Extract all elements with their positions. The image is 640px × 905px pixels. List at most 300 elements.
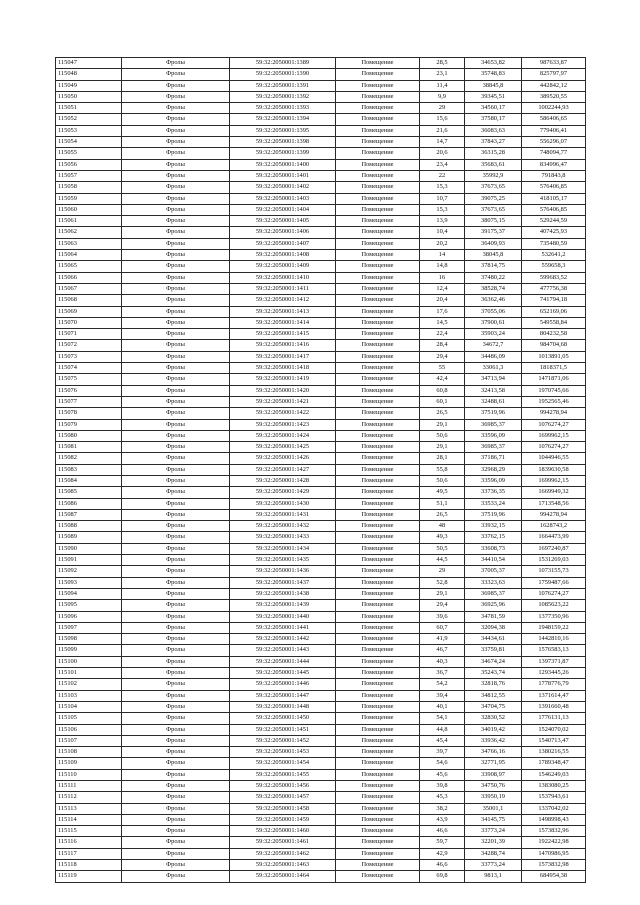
area-cell: 39,6 <box>420 611 465 622</box>
cadastral-number-cell: 59:32:2050001:1450 <box>230 713 336 724</box>
cadastral-number-cell: 59:32:2050001:1457 <box>230 792 336 803</box>
cadastral-number-cell: 59:32:2050001:1411 <box>230 283 336 294</box>
object-type-cell: Помещение <box>336 125 420 136</box>
table-row <box>56 385 586 396</box>
cadastral-value-cell: 1073155,73 <box>522 566 586 577</box>
specific-value-cell: 32413,58 <box>465 385 522 396</box>
specific-value-cell: 34145,75 <box>465 814 522 825</box>
table-row <box>56 137 586 148</box>
locality-cell: Фролы <box>122 487 230 498</box>
object-type-cell: Помещение <box>336 170 420 181</box>
locality-cell: Фролы <box>122 690 230 701</box>
locality-cell: Фролы <box>122 543 230 554</box>
row-number-cell: 115049 <box>56 80 122 91</box>
row-number-cell: 115076 <box>56 385 122 396</box>
cadastral-number-cell: 59:32:2050001:1401 <box>230 170 336 181</box>
table-row <box>56 792 586 803</box>
cadastral-value-cell: 1085623,22 <box>522 600 586 611</box>
cadastral-number-cell: 59:32:2050001:1429 <box>230 487 336 498</box>
row-number-cell: 115100 <box>56 656 122 667</box>
object-type-cell: Помещение <box>336 306 420 317</box>
specific-value-cell: 37843,27 <box>465 137 522 148</box>
table-row <box>56 125 586 136</box>
specific-value-cell: 34781,59 <box>465 611 522 622</box>
cadastral-number-cell: 59:32:2050001:1442 <box>230 634 336 645</box>
cadastral-value-cell: 1664473,99 <box>522 532 586 543</box>
area-cell: 39,7 <box>420 747 465 758</box>
table-row <box>56 453 586 464</box>
cadastral-value-cell: 1573832,96 <box>522 826 586 837</box>
locality-cell: Фролы <box>122 781 230 792</box>
locality-cell: Фролы <box>122 363 230 374</box>
locality-cell: Фролы <box>122 340 230 351</box>
area-cell: 43,9 <box>420 814 465 825</box>
specific-value-cell: 37480,22 <box>465 272 522 283</box>
object-type-cell: Помещение <box>336 747 420 758</box>
row-number-cell: 115087 <box>56 509 122 520</box>
table-row <box>56 690 586 701</box>
specific-value-cell: 33608,73 <box>465 543 522 554</box>
object-type-cell: Помещение <box>336 848 420 859</box>
table-row <box>56 295 586 306</box>
locality-cell: Фролы <box>122 261 230 272</box>
locality-cell: Фролы <box>122 80 230 91</box>
area-cell: 69,8 <box>420 871 465 882</box>
specific-value-cell: 34766,16 <box>465 747 522 758</box>
specific-value-cell: 36409,93 <box>465 238 522 249</box>
specific-value-cell: 39345,51 <box>465 91 522 102</box>
object-type-cell: Помещение <box>336 781 420 792</box>
object-type-cell: Помещение <box>336 227 420 238</box>
object-type-cell: Помещение <box>336 826 420 837</box>
specific-value-cell: 37673,65 <box>465 182 522 193</box>
cadastral-value-cell: 1076274,27 <box>522 442 586 453</box>
table-row <box>56 80 586 91</box>
area-cell: 29,4 <box>420 600 465 611</box>
object-type-cell: Помещение <box>336 871 420 882</box>
cadastral-number-cell: 59:32:2050001:1403 <box>230 193 336 204</box>
cadastral-value-cell: 1776131,13 <box>522 713 586 724</box>
area-cell: 29,1 <box>420 442 465 453</box>
table-row <box>56 532 586 543</box>
object-type-cell: Помещение <box>336 543 420 554</box>
cadastral-value-cell: 1397371,87 <box>522 656 586 667</box>
area-cell: 39,4 <box>420 690 465 701</box>
cadastral-value-cell: 529244,59 <box>522 216 586 227</box>
cadastral-value-cell: 389520,55 <box>522 91 586 102</box>
cadastral-number-cell: 59:32:2050001:1454 <box>230 758 336 769</box>
specific-value-cell: 34410,54 <box>465 555 522 566</box>
cadastral-number-cell: 59:32:2050001:1427 <box>230 464 336 475</box>
table-row <box>56 622 586 633</box>
cadastral-number-cell: 59:32:2050001:1416 <box>230 340 336 351</box>
table-row <box>56 679 586 690</box>
specific-value-cell: 36315,28 <box>465 148 522 159</box>
cadastral-value-cell: 1044946,55 <box>522 453 586 464</box>
locality-cell: Фролы <box>122 103 230 114</box>
row-number-cell: 115062 <box>56 227 122 238</box>
locality-cell: Фролы <box>122 860 230 871</box>
cadastral-number-cell: 59:32:2050001:1409 <box>230 261 336 272</box>
object-type-cell: Помещение <box>336 329 420 340</box>
row-number-cell: 115054 <box>56 137 122 148</box>
locality-cell: Фролы <box>122 826 230 837</box>
area-cell: 46,6 <box>420 826 465 837</box>
row-number-cell: 115107 <box>56 735 122 746</box>
row-number-cell: 115093 <box>56 577 122 588</box>
table-row <box>56 69 586 80</box>
locality-cell: Фролы <box>122 475 230 486</box>
table-row <box>56 396 586 407</box>
cadastral-number-cell: 59:32:2050001:1424 <box>230 430 336 441</box>
specific-value-cell: 32818,76 <box>465 679 522 690</box>
specific-value-cell: 35903,24 <box>465 329 522 340</box>
object-type-cell: Помещение <box>336 600 420 611</box>
object-type-cell: Помещение <box>336 419 420 430</box>
specific-value-cell: 38045,8 <box>465 250 522 261</box>
locality-cell: Фролы <box>122 148 230 159</box>
row-number-cell: 115080 <box>56 430 122 441</box>
row-number-cell: 115115 <box>56 826 122 837</box>
area-cell: 29,1 <box>420 588 465 599</box>
table-row <box>56 848 586 859</box>
area-cell: 29 <box>420 103 465 114</box>
cadastral-value-cell: 1576583,13 <box>522 645 586 656</box>
area-cell: 14,7 <box>420 137 465 148</box>
specific-value-cell: 36925,96 <box>465 600 522 611</box>
row-number-cell: 115119 <box>56 871 122 882</box>
area-cell: 48 <box>420 521 465 532</box>
cadastral-number-cell: 59:32:2050001:1410 <box>230 272 336 283</box>
object-type-cell: Помещение <box>336 69 420 80</box>
object-type-cell: Помещение <box>336 464 420 475</box>
cadastral-number-cell: 59:32:2050001:1414 <box>230 317 336 328</box>
cadastral-value-cell: 1697240,87 <box>522 543 586 554</box>
cadastral-value-cell: 1952565,46 <box>522 396 586 407</box>
table-row <box>56 668 586 679</box>
specific-value-cell: 33596,09 <box>465 475 522 486</box>
cadastral-value-cell: 994278,94 <box>522 509 586 520</box>
area-cell: 60,1 <box>420 396 465 407</box>
specific-value-cell: 38075,15 <box>465 216 522 227</box>
table-row <box>56 374 586 385</box>
table-row <box>56 521 586 532</box>
specific-value-cell: 33736,35 <box>465 487 522 498</box>
cadastral-value-cell: 418105,17 <box>522 193 586 204</box>
row-number-cell: 115053 <box>56 125 122 136</box>
specific-value-cell: 34019,42 <box>465 724 522 735</box>
cadastral-value-cell: 779406,41 <box>522 125 586 136</box>
object-type-cell: Помещение <box>336 385 420 396</box>
area-cell: 28,4 <box>420 340 465 351</box>
table-row <box>56 317 586 328</box>
table-row <box>56 114 586 125</box>
locality-cell: Фролы <box>122 250 230 261</box>
area-cell: 28,5 <box>420 58 465 69</box>
locality-cell: Фролы <box>122 419 230 430</box>
cadastral-value-cell: 994278,94 <box>522 408 586 419</box>
cadastral-number-cell: 59:32:2050001:1395 <box>230 125 336 136</box>
area-cell: 42,4 <box>420 374 465 385</box>
row-number-cell: 115112 <box>56 792 122 803</box>
object-type-cell: Помещение <box>336 758 420 769</box>
area-cell: 9,9 <box>420 91 465 102</box>
object-type-cell: Помещение <box>336 351 420 362</box>
valuation-table <box>55 57 586 883</box>
cadastral-value-cell: 1470986,95 <box>522 848 586 859</box>
cadastral-value-cell: 586406,65 <box>522 114 586 125</box>
locality-cell: Фролы <box>122 227 230 238</box>
area-cell: 52,8 <box>420 577 465 588</box>
table-row <box>56 747 586 758</box>
row-number-cell: 115098 <box>56 634 122 645</box>
area-cell: 36,7 <box>420 668 465 679</box>
cadastral-number-cell: 59:32:2050001:1418 <box>230 363 336 374</box>
specific-value-cell: 34750,76 <box>465 781 522 792</box>
area-cell: 22,4 <box>420 329 465 340</box>
object-type-cell: Помещение <box>336 509 420 520</box>
locality-cell: Фролы <box>122 283 230 294</box>
object-type-cell: Помещение <box>336 690 420 701</box>
object-type-cell: Помещение <box>336 159 420 170</box>
locality-cell: Фролы <box>122 114 230 125</box>
row-number-cell: 115117 <box>56 848 122 859</box>
object-type-cell: Помещение <box>336 668 420 679</box>
locality-cell: Фролы <box>122 442 230 453</box>
cadastral-value-cell: 1337042,02 <box>522 803 586 814</box>
table-row <box>56 351 586 362</box>
object-type-cell: Помещение <box>336 475 420 486</box>
locality-cell: Фролы <box>122 747 230 758</box>
cadastral-number-cell: 59:32:2050001:1420 <box>230 385 336 396</box>
cadastral-number-cell: 59:32:2050001:1392 <box>230 91 336 102</box>
locality-cell: Фролы <box>122 58 230 69</box>
cadastral-number-cell: 59:32:2050001:1432 <box>230 521 336 532</box>
area-cell: 23,4 <box>420 159 465 170</box>
area-cell: 46,7 <box>420 645 465 656</box>
table-row <box>56 442 586 453</box>
row-number-cell: 115070 <box>56 317 122 328</box>
locality-cell: Фролы <box>122 238 230 249</box>
cadastral-value-cell: 735480,59 <box>522 238 586 249</box>
cadastral-number-cell: 59:32:2050001:1456 <box>230 781 336 792</box>
object-type-cell: Помещение <box>336 577 420 588</box>
object-type-cell: Помещение <box>336 363 420 374</box>
object-type-cell: Помещение <box>336 295 420 306</box>
object-type-cell: Помещение <box>336 261 420 272</box>
specific-value-cell: 33932,15 <box>465 521 522 532</box>
cadastral-number-cell: 59:32:2050001:1433 <box>230 532 336 543</box>
cadastral-number-cell: 59:32:2050001:1445 <box>230 668 336 679</box>
specific-value-cell: 37186,71 <box>465 453 522 464</box>
row-number-cell: 115111 <box>56 781 122 792</box>
row-number-cell: 115088 <box>56 521 122 532</box>
area-cell: 10,7 <box>420 193 465 204</box>
area-cell: 45,6 <box>420 769 465 780</box>
row-number-cell: 115057 <box>56 170 122 181</box>
object-type-cell: Помещение <box>336 713 420 724</box>
area-cell: 46,6 <box>420 860 465 871</box>
row-number-cell: 115068 <box>56 295 122 306</box>
area-cell: 44,5 <box>420 555 465 566</box>
table-row <box>56 735 586 746</box>
table-body <box>56 58 586 883</box>
row-number-cell: 115102 <box>56 679 122 690</box>
locality-cell: Фролы <box>122 577 230 588</box>
area-cell: 50,5 <box>420 543 465 554</box>
object-type-cell: Помещение <box>336 442 420 453</box>
row-number-cell: 115081 <box>56 442 122 453</box>
table-row <box>56 329 586 340</box>
object-type-cell: Помещение <box>336 588 420 599</box>
object-type-cell: Помещение <box>336 566 420 577</box>
cadastral-number-cell: 59:32:2050001:1447 <box>230 690 336 701</box>
specific-value-cell: 33533,24 <box>465 498 522 509</box>
object-type-cell: Помещение <box>336 137 420 148</box>
row-number-cell: 115089 <box>56 532 122 543</box>
area-cell: 41,9 <box>420 634 465 645</box>
locality-cell: Фролы <box>122 125 230 136</box>
row-number-cell: 115109 <box>56 758 122 769</box>
area-cell: 14 <box>420 250 465 261</box>
row-number-cell: 115099 <box>56 645 122 656</box>
specific-value-cell: 37814,75 <box>465 261 522 272</box>
cadastral-value-cell: 407425,93 <box>522 227 586 238</box>
locality-cell: Фролы <box>122 668 230 679</box>
locality-cell: Фролы <box>122 396 230 407</box>
object-type-cell: Помещение <box>336 148 420 159</box>
cadastral-number-cell: 59:32:2050001:1423 <box>230 419 336 430</box>
cadastral-number-cell: 59:32:2050001:1462 <box>230 848 336 859</box>
specific-value-cell: 32968,29 <box>465 464 522 475</box>
specific-value-cell: 37519,96 <box>465 408 522 419</box>
specific-value-cell: 33908,97 <box>465 769 522 780</box>
area-cell: 54,6 <box>420 758 465 769</box>
table-row <box>56 283 586 294</box>
specific-value-cell: 33950,19 <box>465 792 522 803</box>
object-type-cell: Помещение <box>336 396 420 407</box>
table-row <box>56 340 586 351</box>
cadastral-number-cell: 59:32:2050001:1435 <box>230 555 336 566</box>
locality-cell: Фролы <box>122 498 230 509</box>
cadastral-value-cell: 1699962,15 <box>522 430 586 441</box>
table-row <box>56 701 586 712</box>
object-type-cell: Помещение <box>336 250 420 261</box>
locality-cell: Фролы <box>122 464 230 475</box>
table-row <box>56 182 586 193</box>
table-row <box>56 724 586 735</box>
table-row <box>56 58 586 69</box>
locality-cell: Фролы <box>122 848 230 859</box>
specific-value-cell: 38845,8 <box>465 80 522 91</box>
row-number-cell: 115061 <box>56 216 122 227</box>
locality-cell: Фролы <box>122 532 230 543</box>
row-number-cell: 115077 <box>56 396 122 407</box>
table-row <box>56 611 586 622</box>
locality-cell: Фролы <box>122 374 230 385</box>
area-cell: 44,8 <box>420 724 465 735</box>
object-type-cell: Помещение <box>336 103 420 114</box>
area-cell: 12,4 <box>420 283 465 294</box>
area-cell: 21,6 <box>420 125 465 136</box>
locality-cell: Фролы <box>122 701 230 712</box>
area-cell: 49,5 <box>420 487 465 498</box>
specific-value-cell: 39175,37 <box>465 227 522 238</box>
table-row <box>56 216 586 227</box>
table-row <box>56 204 586 215</box>
table-row <box>56 159 586 170</box>
cadastral-number-cell: 59:32:2050001:1431 <box>230 509 336 520</box>
cadastral-value-cell: 1699962,15 <box>522 475 586 486</box>
object-type-cell: Помещение <box>336 487 420 498</box>
specific-value-cell: 37673,65 <box>465 204 522 215</box>
cadastral-number-cell: 59:32:2050001:1391 <box>230 80 336 91</box>
cadastral-value-cell: 741794,18 <box>522 295 586 306</box>
table-row <box>56 103 586 114</box>
table-row <box>56 769 586 780</box>
area-cell: 28,1 <box>420 453 465 464</box>
locality-cell: Фролы <box>122 306 230 317</box>
cadastral-value-cell: 1471871,06 <box>522 374 586 385</box>
row-number-cell: 115060 <box>56 204 122 215</box>
object-type-cell: Помещение <box>336 283 420 294</box>
cadastral-value-cell: 1669949,32 <box>522 487 586 498</box>
specific-value-cell: 37519,96 <box>465 509 522 520</box>
cadastral-number-cell: 59:32:2050001:1428 <box>230 475 336 486</box>
cadastral-value-cell: 791843,8 <box>522 170 586 181</box>
area-cell: 15,3 <box>420 182 465 193</box>
cadastral-value-cell: 987633,87 <box>522 58 586 69</box>
table-row <box>56 555 586 566</box>
object-type-cell: Помещение <box>336 645 420 656</box>
table-row <box>56 363 586 374</box>
object-type-cell: Помещение <box>336 701 420 712</box>
area-cell: 14,8 <box>420 261 465 272</box>
area-cell: 49,3 <box>420 532 465 543</box>
specific-value-cell: 9813,1 <box>465 871 522 882</box>
object-type-cell: Помещение <box>336 735 420 746</box>
specific-value-cell: 34704,75 <box>465 701 522 712</box>
specific-value-cell: 33759,81 <box>465 645 522 656</box>
area-cell: 23,1 <box>420 69 465 80</box>
row-number-cell: 115051 <box>56 103 122 114</box>
specific-value-cell: 34653,82 <box>465 58 522 69</box>
object-type-cell: Помещение <box>336 317 420 328</box>
table-row <box>56 193 586 204</box>
area-cell: 20,2 <box>420 238 465 249</box>
row-number-cell: 115091 <box>56 555 122 566</box>
table-row <box>56 803 586 814</box>
cadastral-number-cell: 59:32:2050001:1441 <box>230 622 336 633</box>
table-row <box>56 250 586 261</box>
area-cell: 29,1 <box>420 419 465 430</box>
locality-cell: Фролы <box>122 634 230 645</box>
locality-cell: Фролы <box>122 69 230 80</box>
table-row <box>56 860 586 871</box>
row-number-cell: 115079 <box>56 419 122 430</box>
row-number-cell: 115106 <box>56 724 122 735</box>
cadastral-number-cell: 59:32:2050001:1438 <box>230 588 336 599</box>
cadastral-number-cell: 59:32:2050001:1448 <box>230 701 336 712</box>
locality-cell: Фролы <box>122 758 230 769</box>
locality-cell: Фролы <box>122 645 230 656</box>
cadastral-number-cell: 59:32:2050001:1434 <box>230 543 336 554</box>
area-cell: 39,8 <box>420 781 465 792</box>
row-number-cell: 115055 <box>56 148 122 159</box>
cadastral-number-cell: 59:32:2050001:1405 <box>230 216 336 227</box>
area-cell: 15,6 <box>420 114 465 125</box>
cadastral-number-cell: 59:32:2050001:1452 <box>230 735 336 746</box>
